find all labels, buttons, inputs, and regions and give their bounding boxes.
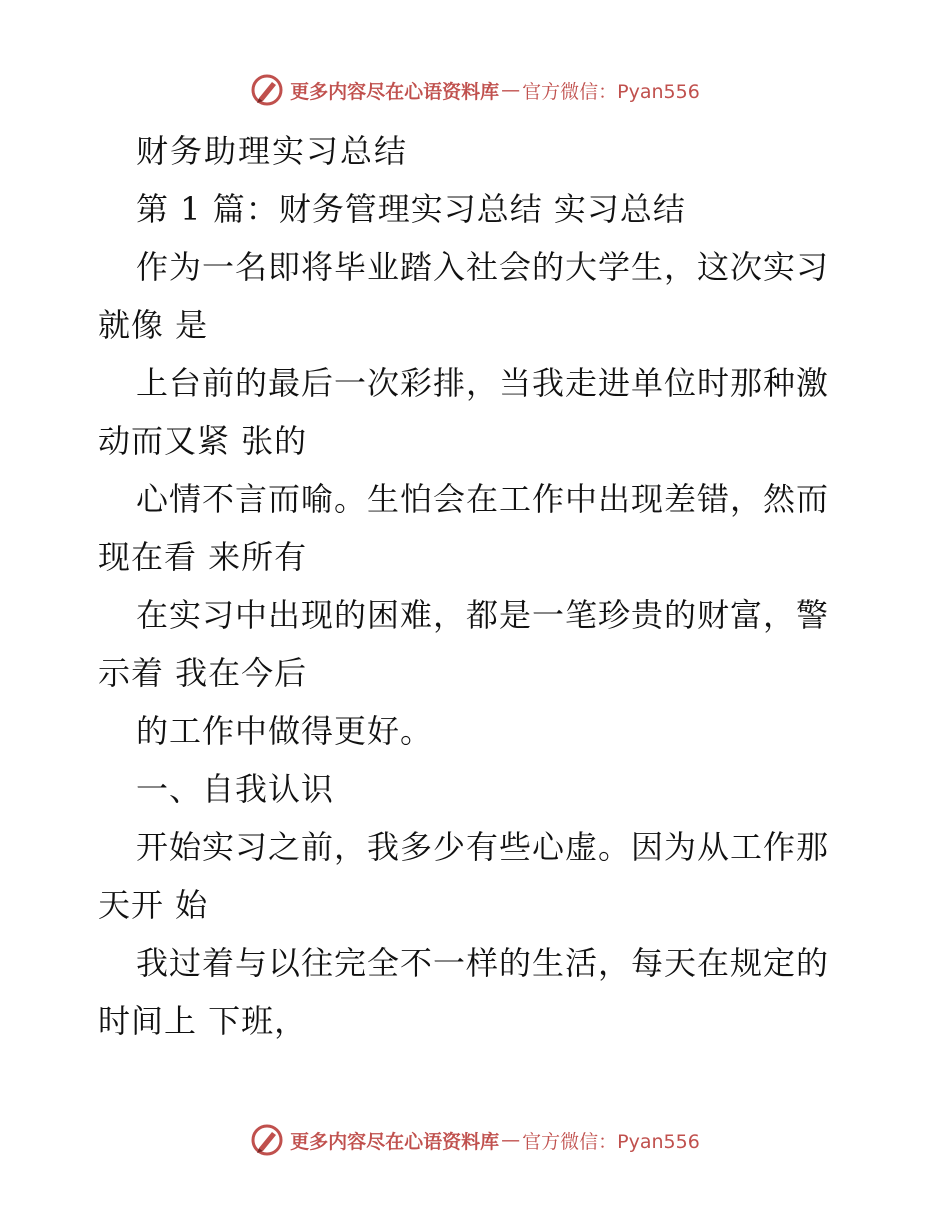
- header-separator: —: [501, 79, 521, 101]
- paragraph-line: 在实习中出现的困难，都是一笔珍贵的财富，警: [136, 596, 830, 634]
- header-banner: [0, 70, 950, 110]
- paragraph-line: 开始实习之前，我多少有些心虚。因为从工作那: [136, 828, 830, 866]
- footer-separator: —: [501, 1129, 521, 1151]
- pen-logo-icon: [250, 73, 284, 107]
- pen-logo-icon: [250, 1123, 284, 1157]
- paragraph-line: 心情不言而喻。生怕会在工作中出现差错，然而: [136, 480, 830, 518]
- header-site-text: 更多内容尽在心语资料库: [290, 80, 500, 103]
- document-body: [98, 122, 858, 1050]
- document-subtitle: 第 1 篇：财务管理实习总结 实习总结: [136, 190, 686, 228]
- paragraph-line: 就像 是: [98, 306, 209, 344]
- paragraph-line: 示着 我在今后: [98, 654, 308, 692]
- paragraph-line: 天开 始: [98, 886, 209, 924]
- section-heading: 一、自我认识: [136, 770, 335, 808]
- document-title: 财务助理实习总结: [136, 132, 409, 170]
- footer-banner: [0, 1120, 950, 1160]
- paragraph-line: 动而又紧 张的: [98, 422, 308, 460]
- paragraph-line: 我过着与以往完全不一样的生活，每天在规定的: [136, 944, 830, 982]
- paragraph-line: 现在看 来所有: [98, 538, 308, 576]
- footer-wechat-text: 官方微信：Pyan556: [522, 1130, 700, 1153]
- footer-site-text: 更多内容尽在心语资料库: [290, 1130, 500, 1153]
- paragraph-line: 作为一名即将毕业踏入社会的大学生，这次实习: [136, 248, 830, 286]
- header-wechat-text: 官方微信：Pyan556: [522, 80, 700, 103]
- paragraph-line: 的工作中做得更好。: [136, 712, 434, 750]
- paragraph-line: 上台前的最后一次彩排，当我走进单位时那种激: [136, 364, 830, 402]
- paragraph-line: 时间上 下班，: [98, 1002, 308, 1040]
